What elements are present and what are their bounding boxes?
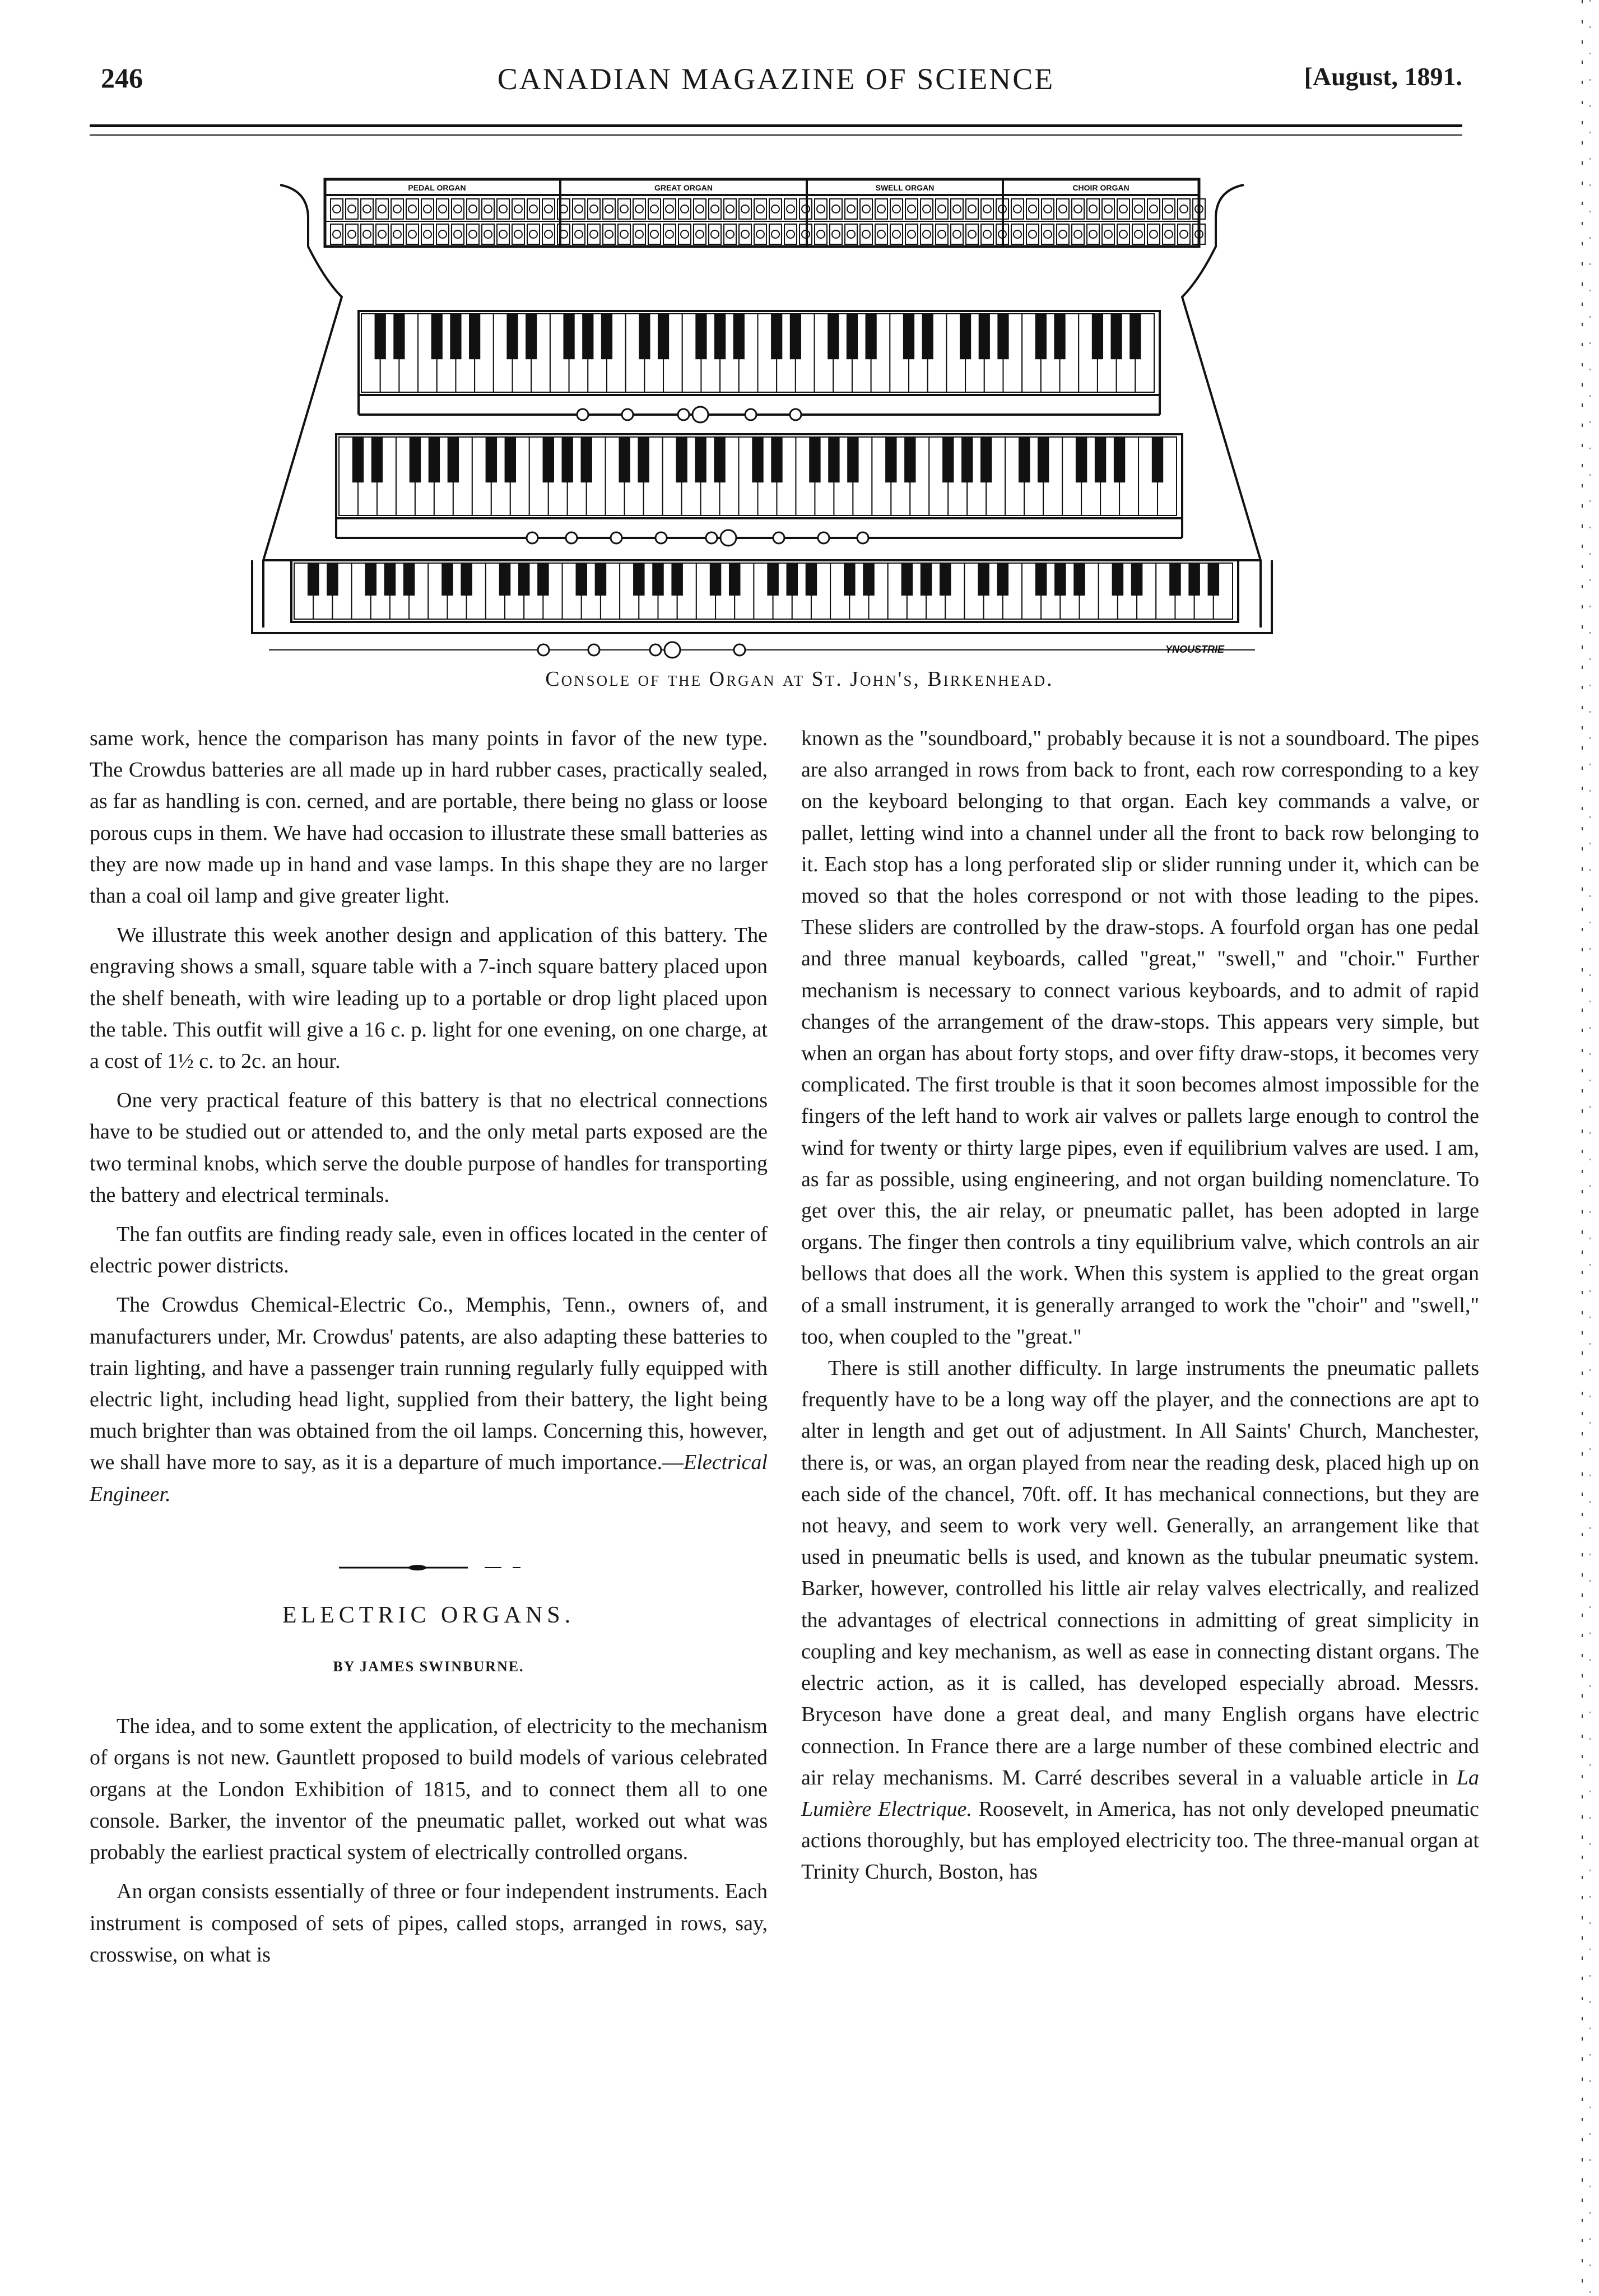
stop-knob-face [1180,205,1188,213]
black-key [375,314,386,359]
paragraph-text: Roosevelt, in America, has not only developed pneumatic actions thoroughly, but has employed electricity too. The three-manual organ at Trinity Church, Boston, has [801,1797,1480,1884]
black-key [639,314,650,359]
black-key [308,563,319,596]
stop-knob-face [514,230,522,238]
stop-label-great: GREAT ORGAN [654,183,713,192]
black-key [1073,563,1085,596]
stop-knob-face [666,205,673,213]
black-key [671,563,683,596]
stop-knob-face [575,205,583,213]
piston-button [745,409,756,420]
stop-knob-face [1165,205,1173,213]
paragraph [90,1289,768,1509]
black-key [904,437,915,482]
black-key [940,563,951,596]
stop-knob-face [1074,230,1082,238]
organ-console-drawing [247,168,1277,661]
black-key [658,314,669,359]
stop-knob-face [1165,230,1173,238]
stop-knob-face [696,230,704,238]
black-key [1188,563,1200,596]
figure-caption: Console of the Organ at St. John's, Birkenhead. [545,667,1054,691]
black-key [695,437,706,482]
section-divider [90,1564,768,1572]
black-key [526,314,537,359]
stop-knob-face [832,205,840,213]
stop-knob-face [1059,205,1067,213]
stop-knob-face [681,230,689,238]
stop-knob-face [454,205,462,213]
black-key [828,314,839,359]
stop-knob-face [348,205,356,213]
stop-knob-face [454,230,462,238]
stop-knob-face [378,230,386,238]
black-key [638,437,649,482]
black-key [1035,563,1047,596]
stop-knob-face [333,205,341,213]
stop-knob-face [605,230,613,238]
black-key [429,437,440,482]
black-key [1114,437,1125,482]
stop-knob-face [514,205,522,213]
black-key [619,437,630,482]
piston-button [773,532,784,543]
stop-knob-face [923,205,931,213]
black-key [921,563,932,596]
piston-button [790,409,801,420]
black-key [499,563,511,596]
black-key [752,437,763,482]
black-key [581,437,592,482]
stop-knob-face [439,205,447,213]
stop-knob-face [938,230,946,238]
black-key [652,563,664,596]
stop-knob-face [1104,230,1112,238]
stop-knob-face [469,205,477,213]
organ-console-illustration [247,168,1277,661]
stop-knob-face [938,205,946,213]
black-key [1054,563,1066,596]
black-key [714,437,725,482]
black-key [562,437,573,482]
stop-knob-face [348,230,356,238]
black-key [448,437,459,482]
black-key [633,563,645,596]
stop-knob-face [529,205,537,213]
stop-knob-face [333,230,341,238]
black-key [384,563,396,596]
stop-knob-face [968,230,976,238]
article-title: ELECTRIC ORGANS. [282,1602,575,1628]
black-key [441,563,453,596]
stop-knob-face [408,230,416,238]
stop-knob-face [666,230,673,238]
stop-knob-face [363,230,371,238]
stop-knob-face [983,205,991,213]
black-key [1111,314,1122,359]
black-key [733,314,745,359]
black-key [1038,437,1049,482]
stop-knob-face [1074,205,1082,213]
stop-knob-face [847,205,855,213]
black-key [676,437,687,482]
stop-knob-face [1089,230,1097,238]
black-key [352,437,364,482]
stop-knob-face [499,205,507,213]
black-key [901,563,913,596]
black-key [771,437,782,482]
black-key [714,314,726,359]
stop-knob-face [877,205,885,213]
stop-knob-face [1014,205,1021,213]
black-key [844,563,856,596]
black-key [450,314,461,359]
stop-knob-face [529,230,537,238]
black-key [978,563,989,596]
stop-knob-face [726,230,734,238]
piston-button [706,532,717,543]
stop-knob-face [363,205,371,213]
issue-date: [August, 1891. [1304,62,1462,91]
black-key [863,563,875,596]
black-key [960,314,971,359]
black-key [710,563,722,596]
black-key [506,314,518,359]
paragraph-text: There is still another difficulty. In large instruments the pneumatic pallets frequently have to be a long way off the player, and the connections are apt to alter in length and get out of adjustment. In All Saints' Church, Manchester, there is, or was, an organ played from near the reading desk, placed high up on each side of the chancel, 70ft. off. It has mechanical connections, but they are not heavy, and seem to work very well. Generally, an arrangement like that used in pneumatic bells is used, and known as the tubular pneumatic system. Barker, however, controlled his little air relay valves electrically, and realized the advantages of electrical connections in admitting of great simplicity in coupling and key mechanism, as well as ease in connecting distant organs. The electric action, as it is called, has developed especially abroad. Messrs. Bryceson have done a great deal, and many English organs have electric connection. In France there are a large number of these combined electric and air relay mechanisms. M. Carré describes several in a valuable article in [801,1356,1479,1790]
stop-knob-face [393,230,401,238]
stop-knob-face [741,230,749,238]
stop-knob-face [771,230,779,238]
black-key [729,563,741,596]
black-key [576,563,588,596]
stop-knob-face [620,205,628,213]
black-key [847,314,858,359]
paragraph: The fan outfits are finding ready sale, even in offices located in the center of electric power districts. [90,1223,768,1278]
black-key [601,314,612,359]
black-key [942,437,954,482]
stop-knob-face [1150,230,1158,238]
stop-knob-face [711,230,719,238]
stop-knob-face [1135,205,1142,213]
paragraph [801,1352,1479,1888]
stop-label-swell: SWELL ORGAN [875,183,935,192]
piston-button [656,532,667,543]
stop-knob-face [832,230,840,238]
engraver-signature: YNOUSTRIE [1165,644,1225,655]
black-key [393,314,405,359]
black-key [767,563,779,596]
black-key [543,437,554,482]
black-key [771,314,782,359]
black-key [787,563,798,596]
paragraph: The idea, and to some extent the application, of electricity to the mechanism of organs is not new. Gauntlett proposed to build models of various celebrated organs at the London Exhibition of 1815, and to connect them all to one console. Barker, the inventor of the pneumatic pallet, worked out what was probably the earliest practical system of electrically controlled organs. [90,1714,768,1865]
stop-knob-face [378,205,386,213]
stop-knob-face [726,205,734,213]
piston-button [692,407,708,422]
publication-title: La Lumière Electrique. [801,1765,1479,1821]
black-key [695,314,706,359]
stop-knob-face [1044,205,1052,213]
stop-knob-face [635,205,643,213]
stop-knob-face [923,230,931,238]
black-key [486,437,497,482]
stop-knob-face [484,230,492,238]
stop-knob-face [1029,205,1036,213]
black-key [1092,314,1103,359]
black-key [365,563,376,596]
stop-knob-face [408,205,416,213]
stop-knob-face [1044,230,1052,238]
stop-knob-face [893,230,900,238]
header-rule-thick [90,124,1462,127]
black-key [1076,437,1087,482]
stop-knob-face [893,205,900,213]
black-key [997,314,1008,359]
stop-knob-face [1119,205,1127,213]
piston-button [527,532,538,543]
paragraph: known as the "soundboard," probably because it is not a soundboard. The pipes are also arranged in rows from back to front, each row corresponding to a key on the keyboard belonging to that organ. Each key commands a valve, or pallet, letting wind into a channel under all the front to back row belonging to it. Each stop has a long perforated slip or slider running under it, which can be moved so that the holes correspond or not with those leading to the pipes. These sliders are controlled by the draw-stops. A fourfold organ has one pedal and three manual keyboards, called "great," "swell," and "choir." Further mechanism is necessary to connect various keyboards, and to admit of rapid changes of the arrangement of the draw-stops. This appears very simple, but when an organ has about forty stops, and over fifty draw-stops, it becomes very complicated. The first trouble is that it soon becomes almost impossible for the fingers of the left hand to work air valves or pallets large enough to control the wind for twenty or thirty large pipes, even if equilibrium valves are used. I am, as far as possible, using engineering, and not organ building nomenclature. To get over this, the air relay, or pneumatic pallet, has been adopted in large organs. The finger then controls a tiny equilibrium valve, which controls an air bellows that does all the work. When this system is applied to the great organ of a small instrument, it is generally arranged to work the "choir" and "swell," too, when coupled to the "great." [801,727,1479,1349]
piston-button [721,530,736,546]
stop-knob-face [908,205,915,213]
black-key [582,314,593,359]
stop-knob-face [817,230,825,238]
black-key [1131,563,1143,596]
piston-button [611,532,622,543]
black-key [1095,437,1106,482]
piston-button [577,409,588,420]
black-key [1035,314,1047,359]
piston-button [538,644,549,656]
stop-knob-face [424,205,431,213]
stop-knob-face [1180,230,1188,238]
black-key [790,314,801,359]
stop-knob-face [1119,230,1127,238]
piston-button [622,409,633,420]
paragraph: One very practical feature of this battery is that no electrical connections have to be studied out or attended to, and the only metal parts exposed are the two terminal knobs, which serve the double purpose of handles for transporting the battery and electrical terminals. [90,1089,768,1207]
paragraph: We illustrate this week another design and application of this battery. The engraving shows a small, square table with a 7-inch square battery placed upon the shelf beneath, with wire leading up to a portable or drop light placed upon the table. This outfit will give a 16 c. p. light for one evening, on one charge, at a cost of 1½ c. to 2c. an hour. [90,923,768,1073]
piston-button [734,644,745,656]
black-key [1208,563,1220,596]
black-key [997,563,1009,596]
stop-knob-face [953,230,961,238]
black-key [809,437,820,482]
stop-label-choir: CHOIR ORGAN [1072,183,1129,192]
black-key [828,437,839,482]
stop-knob-face [756,205,764,213]
stop-knob-face [499,230,507,238]
stop-knob-face [605,205,613,213]
stop-knob-face [590,205,598,213]
stop-knob-face [484,205,492,213]
black-key [885,437,896,482]
black-key [866,314,877,359]
running-header [90,62,1462,106]
stop-knob-face [696,205,704,213]
stop-knob-face [635,230,643,238]
stop-knob-face [681,205,689,213]
stop-knob-face [771,205,779,213]
black-key [563,314,574,359]
stop-knob-face [439,230,447,238]
paragraph: An organ consists essentially of three or four independent instruments. Each instrument is composed of sets of pipes, called stops, arranged in rows, say, crosswise, on what is [90,1880,768,1967]
right-column [801,723,1479,1888]
stop-label-pedal: PEDAL ORGAN [408,183,466,192]
black-key [403,563,415,596]
black-key [806,563,817,596]
stop-knob-face [1150,205,1158,213]
black-key [595,563,607,596]
piston-button [588,644,599,656]
black-key [980,437,992,482]
piston-button [650,644,661,656]
piston-button [818,532,829,543]
black-key [1152,437,1163,482]
paragraph: same work, hence the comparison has many points in favor of the new type. The Crowdus batteries are all made up in hard rubber cases, practically sealed, as far as handling is con. cerned, and are portable, there being no glass or loose porous cups in them. We have had occasion to illustrate these small batteries as they are now made up in hand and vase lamps. In this shape they are no larger than a coal oil lamp and give greater light. [90,727,768,908]
stop-knob-face [847,230,855,238]
stop-knob-face [711,205,719,213]
black-key [461,563,472,596]
black-key [371,437,383,482]
stop-knob-face [983,230,991,238]
piston-button [566,532,577,543]
running-title: CANADIAN MAGAZINE OF SCIENCE [497,62,1055,96]
article-byline: BY JAMES SWINBURNE. [333,1658,524,1675]
black-key [979,314,990,359]
black-key [431,314,443,359]
stop-knob-face [590,230,598,238]
black-key [1054,314,1065,359]
stop-knob-face [862,230,870,238]
piston-button [678,409,689,420]
black-key [537,563,549,596]
stop-knob-face [650,230,658,238]
black-key [505,437,516,482]
black-key [903,314,914,359]
stop-knob-face [424,230,431,238]
header-rule-thin [90,134,1462,136]
black-key [847,437,858,482]
black-key [922,314,933,359]
stop-knob-face [968,205,976,213]
black-key [469,314,480,359]
black-key [327,563,338,596]
black-key [518,563,530,596]
stop-knob-face [1059,230,1067,238]
stop-knob-face [1135,230,1142,238]
paragraph-text: The Crowdus Chemical-Electric Co., Memphis, Tenn., owners of, and manufacturers under, Mr. Crowdus' patents, are also adapting these batteries to train lighting, and have a passenger train running regularly fully equipped with electric light, including head light, supplied from their battery, the light being much brighter than was obtained from the oil lamps. Concerning this, however, we shall have more to say, as it is a departure of much importance.— [90,1293,768,1475]
black-key [410,437,421,482]
stop-knob-face [1104,205,1112,213]
black-key [961,437,973,482]
stop-knob-face [545,205,552,213]
black-key [1019,437,1030,482]
page-edge-marks [1579,0,1599,2296]
source-citation: Electrical Engineer. [90,1451,768,1506]
black-key [1112,563,1124,596]
stop-knob-face [575,230,583,238]
stop-knob-face [741,205,749,213]
page-number: 246 [101,62,143,94]
black-key [1169,563,1181,596]
stop-knob-face [1014,230,1021,238]
stop-knob-face [817,205,825,213]
stop-knob-face [650,205,658,213]
stop-knob-face [393,205,401,213]
piston-button [857,532,868,543]
left-column [90,723,768,1970]
stop-knob-face [545,230,552,238]
stop-knob-face [877,230,885,238]
stop-knob-face [756,230,764,238]
stop-knob-face [953,205,961,213]
stop-knob-face [469,230,477,238]
stop-knob-face [620,230,628,238]
stop-knob-face [908,230,915,238]
black-key [1129,314,1141,359]
stop-knob-face [1089,205,1097,213]
stop-knob-face [787,230,794,238]
piston-button [664,642,680,658]
stop-knob-face [1029,230,1036,238]
stop-knob-face [862,205,870,213]
ornament-rule-icon [333,1564,524,1572]
stop-knob-face [787,205,794,213]
